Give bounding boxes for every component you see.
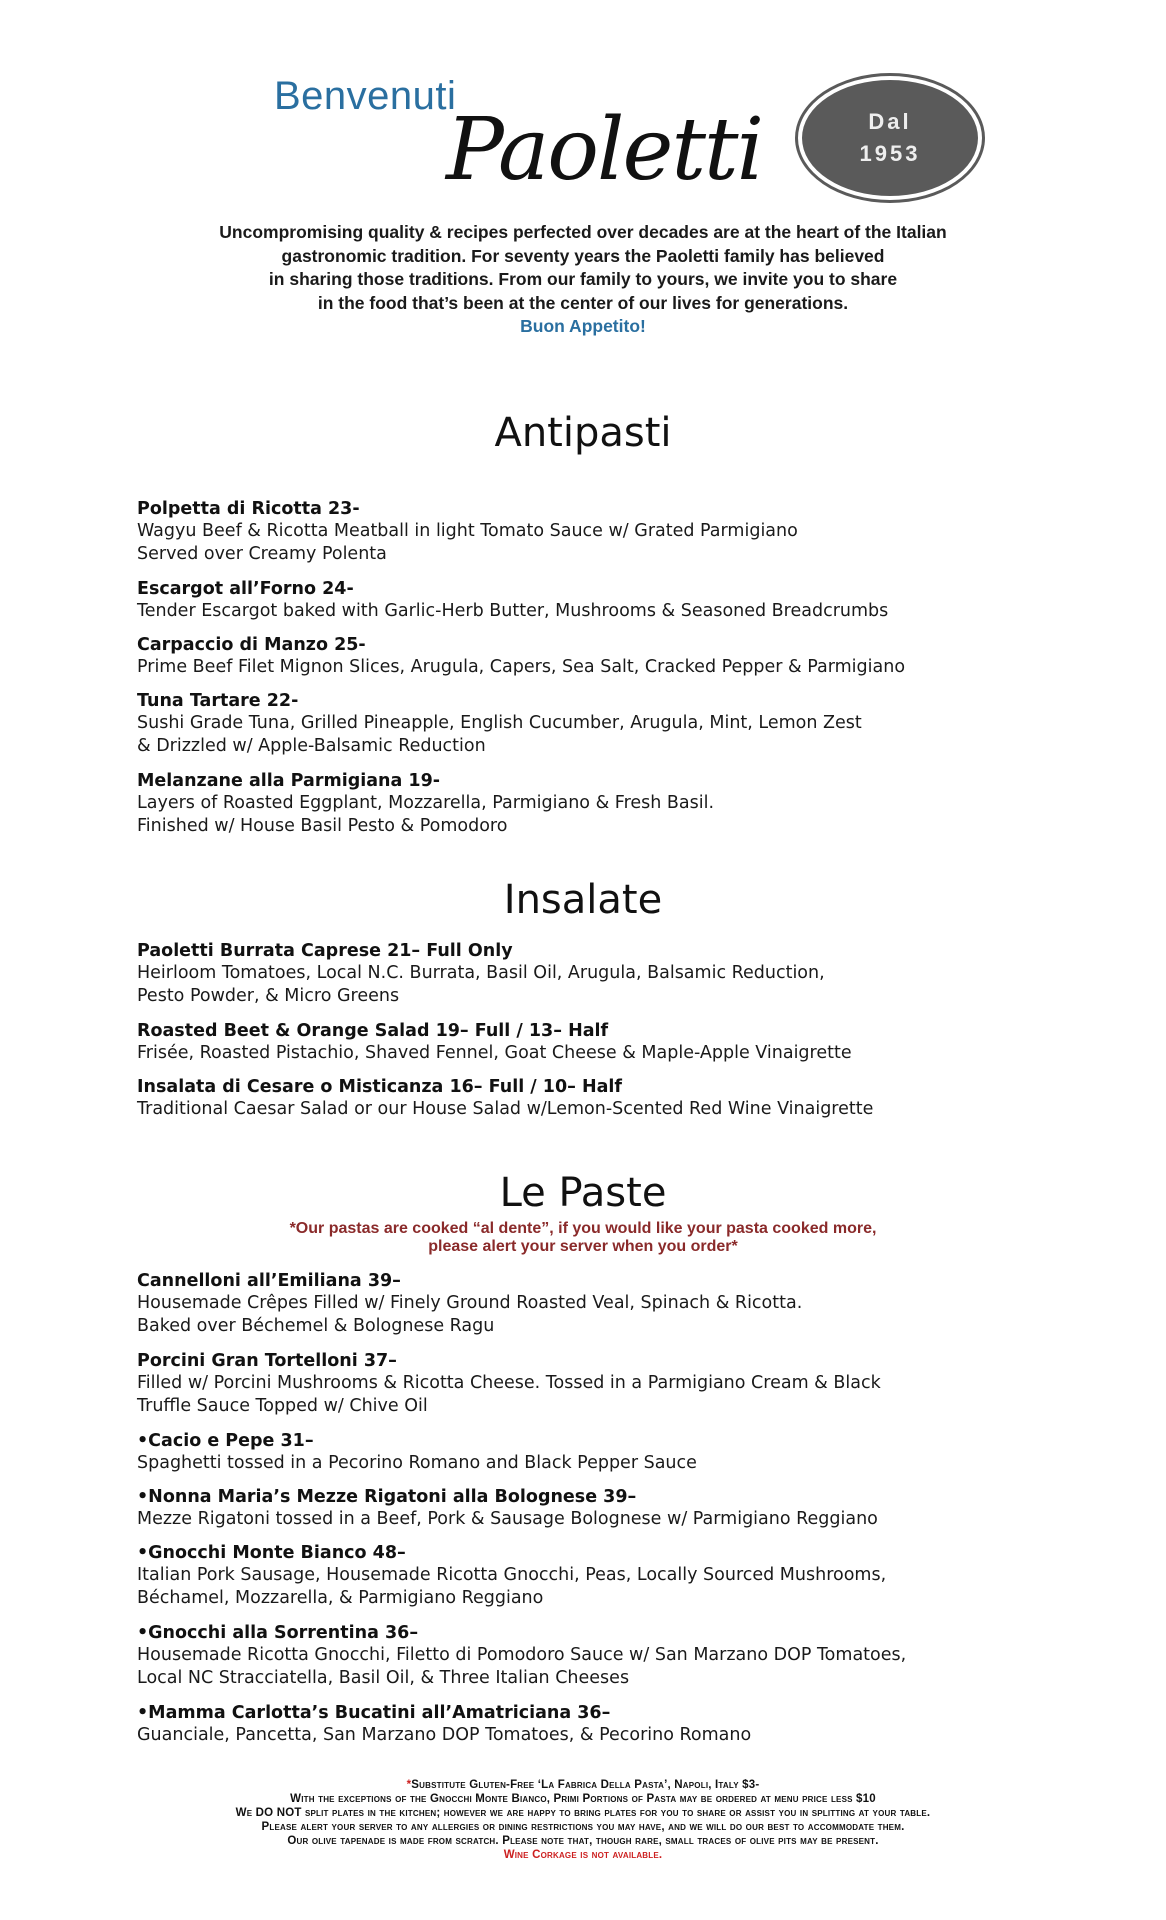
badge-line-1: Dal [868,109,912,134]
menu-item-description: Italian Pork Sausage, Housemade Ricotta Gnocchi, Peas, Locally Sourced Mushrooms, [137,1565,887,1585]
menu-item-description: Baked over Béchemel & Bolognese Ragu [137,1316,495,1336]
menu-item-description: Tender Escargot baked with Garlic-Herb Butter, Mushrooms & Seasoned Breadcrumbs [137,601,889,621]
menu-item-description: Pesto Powder, & Micro Greens [137,986,400,1006]
menu-item [137,940,1037,1008]
menu-item-name: Insalata di Cesare o Misticanza 16– Full / 10– Half [137,1077,623,1097]
since-badge [798,76,982,200]
menu-item-name: •Nonna Maria’s Mezze Rigatoni alla Bolognese 39– [137,1487,637,1507]
menu-item [137,1430,1037,1475]
menu-item-description: Sushi Grade Tuna, Grilled Pineapple, English Cucumber, Arugula, Mint, Lemon Zest [137,713,862,733]
intro-line: in the food that’s been at the center of our lives for generations. [317,292,849,313]
menu-item-name: Cannelloni all’Emiliana 39– [137,1271,401,1291]
menu-item-description: Frisée, Roasted Pistachio, Shaved Fennel, Goat Cheese & Maple-Apple Vinaigrette [137,1043,852,1063]
menu-item-description: Finished w/ House Basil Pesto & Pomodoro [137,816,508,836]
menu-item-name: Carpaccio di Manzo 25- [137,635,366,655]
menu-item-description: Local NC Stracciatella, Basil Oil, & Three Italian Cheeses [137,1668,630,1688]
footer-line-portions: With the exceptions of the Gnocchi Monte Bianco, Primi Portions of Pasta may be ordered at menu price less $10 [290,1793,876,1805]
intro-line: gastronomic tradition. For seventy years the Paoletti family has believed [281,245,885,266]
footer-line-gluten-free: *Substitute Gluten-Free ‘La Fabrica Della Pasta’, Napoli, Italy $3- [406,1779,760,1791]
pasta-note-line: *Our pastas are cooked “al dente”, if you would like your pasta cooked more, [289,1220,877,1237]
footer-line-allergies: Please alert your server to any allergies or dining restrictions you may have, and we will do our best to accommodate them. [261,1821,905,1833]
menu-item-name: Polpetta di Ricotta 23- [137,499,360,519]
menu-item [137,1702,1037,1747]
footer-line-corkage: Wine Corkage is not available. [503,1849,663,1861]
menu-item-description: Layers of Roasted Eggplant, Mozzarella, Parmigiano & Fresh Basil. [137,793,715,813]
menu-item-description: Spaghetti tossed in a Pecorino Romano and Black Pepper Sauce [137,1453,697,1473]
menu-item [137,1542,1037,1610]
pasta-note [0,1220,1166,1256]
menu-item [137,1076,1037,1121]
welcome-heading: Benvenuti [274,74,457,118]
section-title-insalate: Insalate [503,877,663,923]
intro-line: in sharing those traditions. From our family to yours, we invite you to share [268,269,898,289]
menu-item-name: •Cacio e Pepe 31– [137,1431,314,1451]
menu-item-description: Mezze Rigatoni tossed in a Beef, Pork & Sausage Bolognese w/ Parmigiano Reggiano [137,1509,878,1529]
footer-asterisk: * [406,1779,412,1791]
menu-footer [0,1778,1166,1862]
intro-closing: Buon Appetito! [520,316,646,336]
menu-item-name: Tuna Tartare 22- [137,691,299,711]
menu-item-name: •Gnocchi alla Sorrentina 36– [137,1623,419,1643]
footer-line-olive: Our olive tapenade is made from scratch. Please note that, though rare, small traces of olive pits may be present. [287,1835,879,1847]
menu-item [137,634,1037,679]
footer-line-splitting: We DO NOT split plates in the kitchen; however we are happy to bring plates for you to share or assist you in splitting at your table. [235,1807,931,1819]
intro-paragraph [150,221,1016,339]
menu-item [137,1350,1037,1418]
menu-item-description: Traditional Caesar Salad or our House Salad w/Lemon-Scented Red Wine Vinaigrette [137,1099,874,1119]
menu-item-name: Porcini Gran Tortelloni 37– [137,1351,397,1371]
menu-item-name: Paoletti Burrata Caprese 21– Full Only [137,941,513,961]
menu-item [137,498,1037,566]
menu-item-description: Béchamel, Mozzarella, & Parmigiano Reggiano [137,1588,544,1608]
menu-item [137,1020,1037,1065]
menu-item-name: •Mamma Carlotta’s Bucatini all’Amatriciana 36– [137,1703,611,1723]
menu-item [137,1622,1037,1690]
pasta-note-line: please alert your server when you order* [428,1238,738,1255]
menu-item-description: Served over Creamy Polenta [137,544,387,564]
menu-item [137,690,1037,758]
menu-item [137,1486,1037,1531]
menu-item-description: Prime Beef Filet Mignon Slices, Arugula, Capers, Sea Salt, Cracked Pepper & Parmigiano [137,657,906,677]
menu-item [137,1270,1037,1338]
menu-item-description: Guanciale, Pancetta, San Marzano DOP Tomatoes, & Pecorino Romano [137,1725,752,1745]
menu-item-name: •Gnocchi Monte Bianco 48– [137,1543,406,1563]
menu-item-name: Roasted Beet & Orange Salad 19– Full / 13– Half [137,1021,609,1041]
menu-item-description: Housemade Crêpes Filled w/ Finely Ground Roasted Veal, Spinach & Ricotta. [137,1293,803,1313]
intro-line: Uncompromising quality & recipes perfected over decades are at the heart of the Italian [219,222,947,242]
menu-item-name: Escargot all’Forno 24- [137,579,354,599]
menu-item-description: Heirloom Tomatoes, Local N.C. Burrata, Basil Oil, Arugula, Balsamic Reduction, [137,963,825,983]
menu-item-description: Truffle Sauce Topped w/ Chive Oil [137,1396,428,1416]
restaurant-logo: Paoletti [446,100,763,200]
menu-item [137,770,1037,838]
menu-item-description: & Drizzled w/ Apple-Balsamic Reduction [137,736,486,756]
section-title-antipasti: Antipasti [494,410,672,456]
menu-item-description: Wagyu Beef & Ricotta Meatball in light Tomato Sauce w/ Grated Parmigiano [137,521,798,541]
badge-line-2: 1953 [859,141,921,166]
section-title-paste: Le Paste [499,1170,667,1216]
menu-item-name: Melanzane alla Parmigiana 19- [137,771,441,791]
menu-item-description: Filled w/ Porcini Mushrooms & Ricotta Cheese. Tossed in a Parmigiano Cream & Black [137,1373,881,1393]
menu-item-description: Housemade Ricotta Gnocchi, Filetto di Pomodoro Sauce w/ San Marzano DOP Tomatoes, [137,1645,907,1665]
menu-item [137,578,1037,623]
